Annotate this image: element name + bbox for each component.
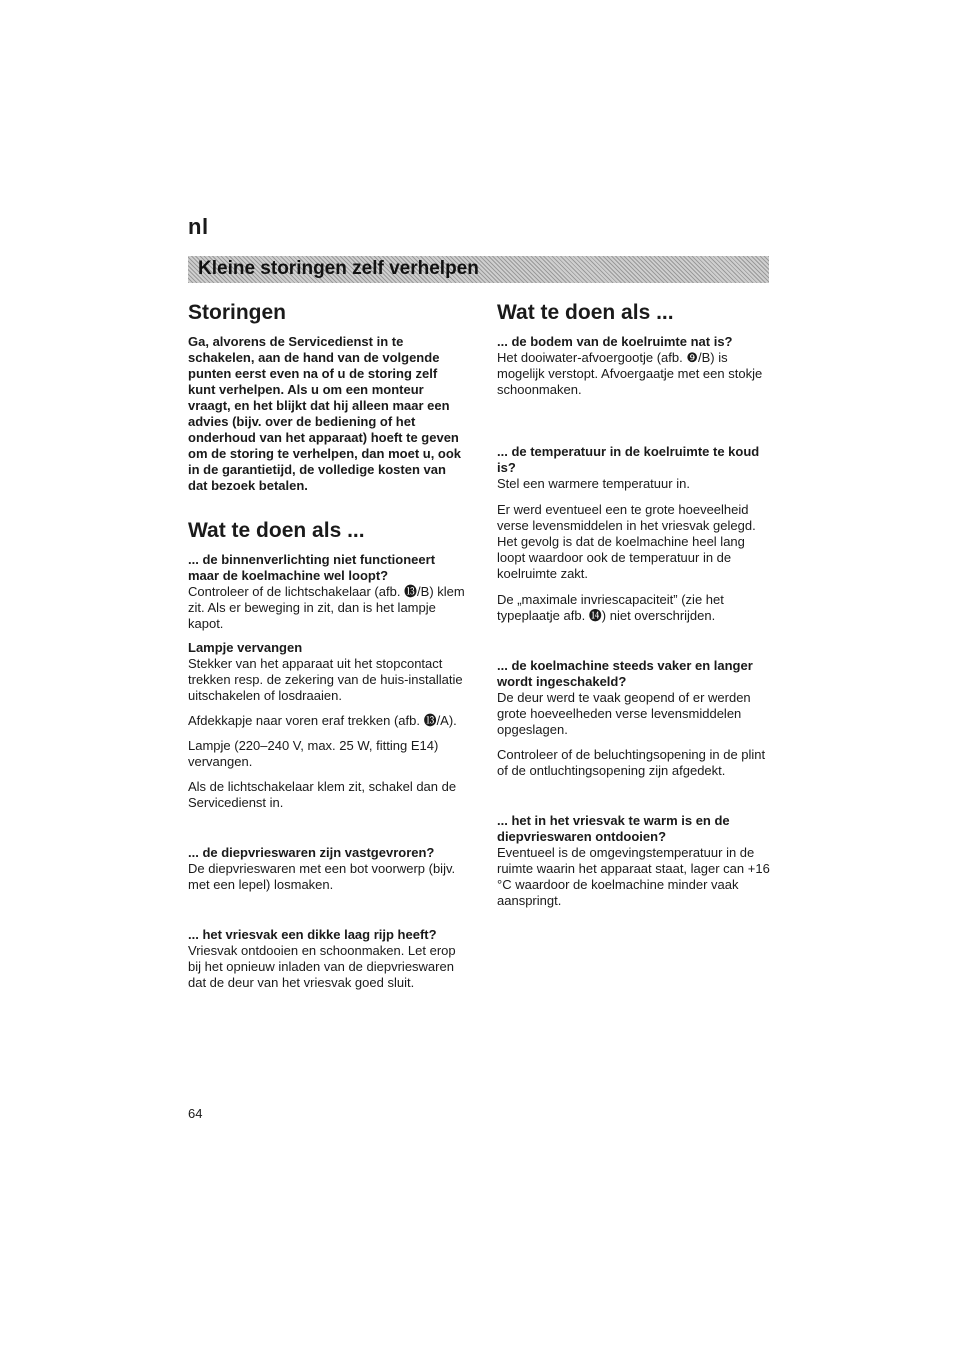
lamp-step-1: Stekker van het apparaat uit het stopcontact trekken resp. de zekering van de huis-installatie uitschakelen of losdraaien. bbox=[188, 656, 463, 703]
page-number: 64 bbox=[188, 1106, 203, 1121]
answer-too-cold-3: De „maximale invriescapaciteit” (zie het typeplaatje afb. ⓮) niet overschrijden. bbox=[497, 592, 724, 623]
language-tag: nl bbox=[188, 214, 209, 239]
lamp-step-4: Als de lichtschakelaar klem zit, schakel dan de Servicedienst in. bbox=[188, 779, 457, 810]
question-too-cold: ... de temperatuur in de koelruimte te koud is? bbox=[497, 444, 760, 475]
left-column bbox=[188, 300, 468, 991]
answer-too-cold-2: Er werd eventueel een te grote hoeveelheid verse levensmiddelen in het vriesvak gelegd. Het gevolg is dat de koelmachine heel lang loopt waardoor ook de temperatuur in de koelruimte zakt. bbox=[497, 502, 756, 581]
lamp-step-2: Afdekkapje naar voren eraf trekken (afb. ⓭/A). bbox=[188, 713, 457, 728]
answer-too-cold-1: Stel een warmere temperatuur in. bbox=[497, 476, 690, 491]
what-to-do-heading-right: Wat te doen als ... bbox=[497, 301, 674, 324]
section-banner bbox=[188, 256, 769, 283]
answer-lighting: Controleer of de lichtschakelaar (afb. ⓭/B) klem zit. Als er beweging in zit, dan is het lampje kapot. bbox=[188, 584, 465, 631]
lamp-replace-heading: Lampje vervangen bbox=[188, 640, 303, 655]
question-frost: ... het vriesvak een dikke laag rijp heeft? bbox=[188, 927, 437, 942]
answer-freezer-warm: Eventueel is de omgevingstemperatuur in de ruimte waarin het apparaat staat, lager can +16 °C waardoor de koelmachine minder vaak aanspringt. bbox=[497, 845, 770, 908]
question-wet-floor: ... de bodem van de koelruimte nat is? bbox=[497, 334, 733, 349]
question-freezer-warm: ... het in het vriesvak te warm is en de diepvrieswaren ontdooien? bbox=[497, 813, 730, 844]
answer-wet-floor: Het dooiwater-afvoergootje (afb. ❾/B) is mogelijk verstopt. Afvoergaatje met een stokje schoonmaken. bbox=[497, 350, 763, 397]
banner-title: Kleine storingen zelf verhelpen bbox=[198, 258, 479, 279]
question-runs-longer: ... de koelmachine steeds vaker en langer wordt ingeschakeld? bbox=[497, 658, 753, 689]
what-to-do-heading-left: Wat te doen als ... bbox=[188, 519, 365, 542]
storingen-heading: Storingen bbox=[188, 301, 286, 324]
answer-frost: Vriesvak ontdooien en schoonmaken. Let erop bij het opnieuw inladen van de diepvrieswaren dat de deur van het vriesvak goed sluit. bbox=[188, 943, 456, 990]
lamp-step-3: Lampje (220–240 V, max. 25 W, fitting E14) vervangen. bbox=[188, 738, 439, 769]
question-frozen: ... de diepvrieswaren zijn vastgevroren? bbox=[188, 845, 435, 860]
intro-paragraph: Ga, alvorens de Servicedienst in te schakelen, aan de hand van de volgende punten eerst even na of u de storing zelf kunt verhelpen. Als u om een monteur vraagt, en het blijkt dat hij alleen maar een advies (bijv. over de bediening of het onderhoud van het apparaat) hoeft te geven om de storing te verhelpen, dan moet u, ook in de garantietijd, de volledige kosten van dat bezoek betalen. bbox=[188, 334, 462, 493]
answer-frozen: De diepvrieswaren met een bot voorwerp (bijv. met een lepel) losmaken. bbox=[188, 861, 456, 892]
right-column bbox=[497, 300, 773, 909]
answer-runs-longer-1: De deur werd te vaak geopend of er werden grote hoeveelheden verse levensmiddelen opgeslagen. bbox=[497, 690, 751, 737]
answer-runs-longer-2: Controleer of de beluchtingsopening in de plint of de ontluchtingsopening zijn afgedekt. bbox=[497, 747, 766, 778]
question-lighting: ... de binnenverlichting niet functioneert maar de koelmachine wel loopt? bbox=[188, 552, 436, 583]
